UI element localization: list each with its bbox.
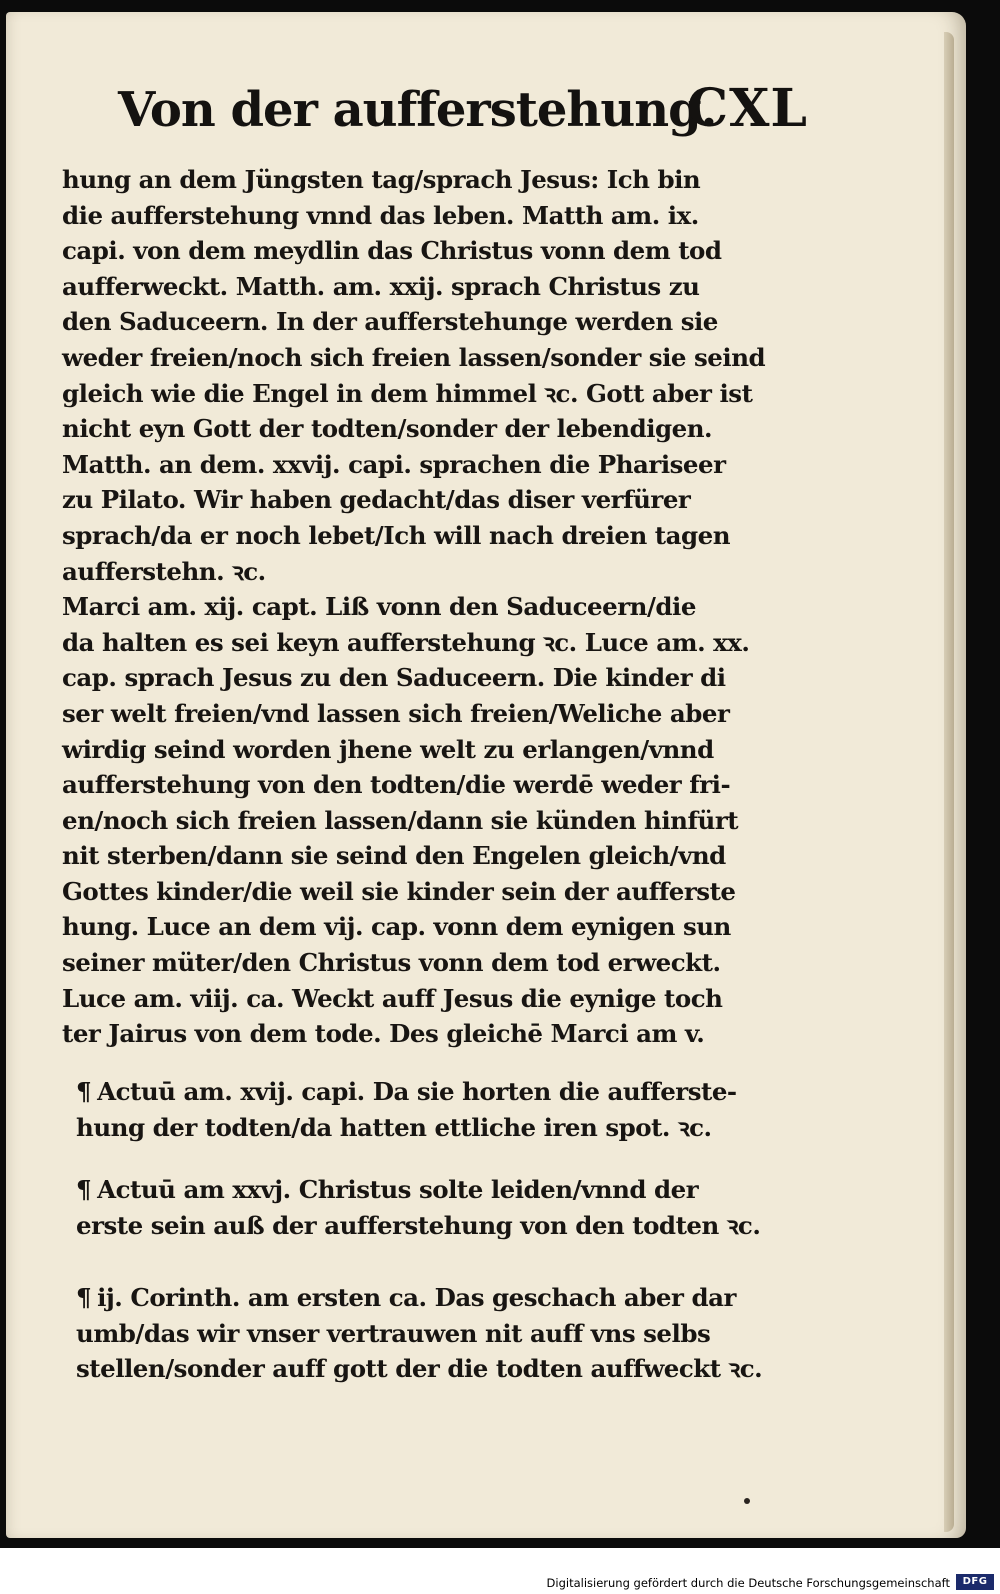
text-line: erste sein auß der aufferstehung von den todten ꝛc. (76, 1210, 761, 1240)
text-line: Luce am. viij. ca. Weckt auff Jesus die eynige toch (62, 983, 723, 1013)
text-line: aufferweckt. Matth. am. xxij. sprach Christus zu (62, 271, 700, 301)
line-text: ij. Corinth. am ersten ca. Das geschach aber dar (97, 1283, 736, 1312)
text-line: den Saduceern. In der aufferstehunge werden sie (62, 307, 718, 337)
paragraph-actuum-17 (76, 1074, 836, 1145)
text-line: stellen/sonder auff gott der die todten auffweckt ꝛc. (76, 1354, 763, 1384)
text-line: sprach/da er noch lebet/Ich will nach dreien tagen (62, 520, 731, 550)
running-head: Von der aufferstehung. (118, 82, 717, 138)
book-page (6, 12, 966, 1538)
text-line: gleich wie die Engel in dem himmel ꝛc. Gott aber ist (62, 378, 753, 408)
folio-number: CXL (686, 78, 808, 139)
text-line: hung der todten/da hatten ettliche iren spot. ꝛc. (76, 1112, 712, 1142)
dfg-logo-icon: DFG (956, 1574, 994, 1590)
text-line: nit sterben/dann sie seind den Engelen gleich/vnd (62, 841, 726, 871)
text-line: seiner müter/den Christus vonn dem tod erweckt. (62, 948, 721, 978)
text-line: Marci am. xij. capt. Liß vonn den Saduceern/die (62, 592, 696, 622)
pilcrow-icon: ¶ (76, 1077, 92, 1106)
paragraph-corinth (76, 1280, 836, 1387)
paragraph-actuum-26 (76, 1172, 836, 1243)
text-line: Gottes kinder/die weil sie kinder sein der aufferste (62, 876, 736, 906)
main-text-block (62, 162, 822, 1052)
text-line: aufferstehung von den todten/die werdē weder fri- (62, 770, 731, 800)
text-line: umb/das wir vnser vertrauwen nit auff vns selbs (76, 1318, 711, 1348)
text-line: da halten es sei keyn aufferstehung ꝛc. Luce am. xx. (62, 627, 750, 657)
text-line: wirdig seind worden jhene welt zu erlangen/vnnd (62, 734, 714, 764)
text-line: ser welt freien/vnd lassen sich freien/Weliche aber (62, 698, 730, 728)
page-edge (944, 32, 954, 1532)
text-line: aufferstehn. ꝛc. (62, 556, 266, 586)
text-line: zu Pilato. Wir haben gedacht/das diser verfürer (62, 485, 691, 515)
text-line: capi. von dem meydlin das Christus vonn dem tod (62, 236, 722, 266)
ink-speck (744, 1498, 750, 1504)
pilcrow-icon: ¶ (76, 1283, 92, 1312)
text-line: die aufferstehung vnnd das leben. Matth am. ix. (62, 200, 699, 230)
text-line: Matth. an dem. xxvij. capi. sprachen die Phariseer (62, 449, 726, 479)
text-line (76, 1074, 836, 1110)
funding-credit: Digitalisierung gefördert durch die Deutsche Forschungsgemeinschaft (546, 1576, 950, 1590)
pilcrow-icon: ¶ (76, 1175, 92, 1204)
text-line: hung. Luce an dem vij. cap. vonn dem eynigen sun (62, 912, 731, 942)
footer-bar (0, 1548, 1000, 1594)
text-line: ter Jairus von dem tode. Des gleichē Marci am v. (62, 1019, 705, 1049)
line-text: Actuū am. xvij. capi. Da sie horten die aufferste- (97, 1077, 737, 1106)
text-line: hung an dem Jüngsten tag/sprach Jesus: Ich bin (62, 165, 701, 194)
page-header (118, 74, 808, 144)
text-line: weder freien/noch sich freien lassen/sonder sie seind (62, 342, 766, 372)
text-line: en/noch sich freien lassen/dann sie künden hinfürt (62, 805, 739, 835)
text-line (76, 1280, 836, 1316)
line-text: Actuū am xxvj. Christus solte leiden/vnnd der (97, 1175, 699, 1204)
text-line: nicht eyn Gott der todten/sonder der lebendigen. (62, 414, 713, 444)
text-line: cap. sprach Jesus zu den Saduceern. Die kinder di (62, 663, 726, 693)
text-line (76, 1172, 836, 1208)
